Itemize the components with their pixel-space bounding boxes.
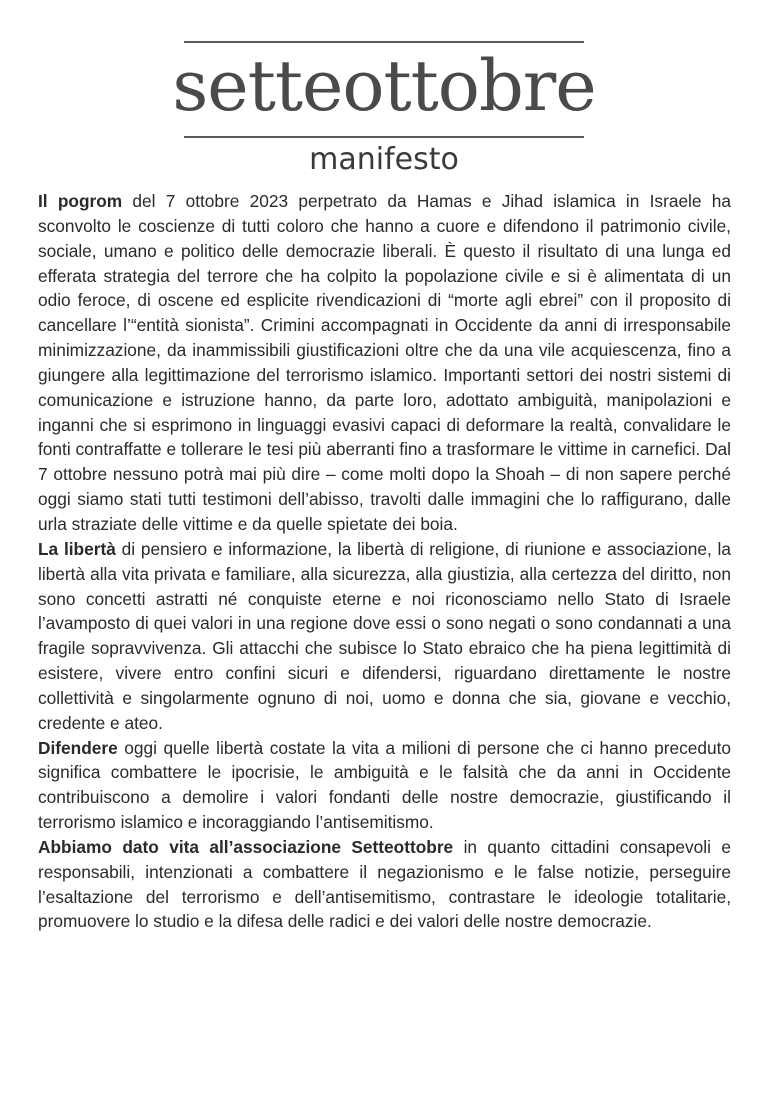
paragraph-text: di pensiero e informazione, la libertà di religione, di riunione e associazione, la libertà alla vita privata e familiare, alla sicurezza, alla giustizia, alla certezza del diritto, non sono concetti astratti né conquiste eterne e noi riconosciamo nello Stato di Israele l’avamposto di quei valori in una regione dove essi o sono negati o sono condannati a una fragile sopravvivenza. Gli attacchi che subisce lo Stato ebraico che ha piena legittimità di esistere, vivere entro confini sicuri e difendersi, riguardano direttamente le nostre collettività e singolarmente ognuno di noi, uomo e donna che sia, giovane e vecchio, credente e ateo. bbox=[38, 538, 731, 733]
masthead-subtitle: manifesto bbox=[309, 142, 459, 177]
header-bottom-rule bbox=[184, 136, 584, 138]
paragraph-text: del 7 ottobre 2023 perpetrato da Hamas e Jihad islamica in Israele ha sconvolto le coscienze di tutti coloro che hanno a cuore e difendono il patrimonio civile, sociale, umano e politico delle democrazie liberali. È questo il risultato di una lunga ed efferata strategia del terrore che ha colpito la popolazione civile e si è alimentata di un odio feroce, di oscene ed esplicite rivendicazioni di “morte agli ebrei” con il proposito di cancellare l’“entità sionista”. Crimini accompagnati in Occidente da anni di irresponsabile minimizzazione, da inammissibili giustificazioni oltre che da una vile acquiescenza, fino a giungere alla legittimazione del terrorismo islamico. Importanti settori dei nostri sistemi di comunicazione e istruzione hanno, da parte loro, adottato ambiguità, manipolazioni e inganni che si esprimono in linguaggi evasivi capaci di deformare la realtà, convalidare le fonti contraffatte e tollerare le tesi più aberranti fino a trasformare le vittime in carnefici. Dal 7 ottobre nessuno potrà mai più dire – come molti dopo la Shoah – di non sapere perché oggi siamo stati tutti testimoni dell’abisso, travolti dalle immagini che lo raffigurano, dalle urla straziate delle vittime e da quelle spietate dei boia. bbox=[38, 191, 731, 534]
paragraph-lead: Abbiamo dato vita all’associazione Setteottobre bbox=[38, 836, 454, 857]
paragraph-associazione bbox=[38, 835, 731, 934]
paragraph-difendere bbox=[38, 736, 731, 835]
paragraph-lead: Il pogrom bbox=[38, 191, 123, 211]
paragraph-lead: La libertà bbox=[38, 538, 116, 559]
paragraph-pogrom bbox=[38, 189, 731, 537]
paragraph-lead: Difendere bbox=[38, 737, 118, 758]
paragraph-text: in quanto cittadini consapevoli e responsabili, intenzionati a combattere il negazionismo e le false notizie, perseguire l’esaltazione del terrorismo e dell’antisemitismo, contrastare le ideologie totalitarie, promuovere lo studio e la difesa delle radici e dei valori delle nostre democrazie. bbox=[38, 836, 731, 932]
paragraph-text: oggi quelle libertà costate la vita a milioni di persone che ci hanno preceduto significa combattere le ipocrisie, le ambiguità e le falsità che da anni in Occidente contribuiscono a demolire i valori fondanti delle nostre democrazie, giustificando il terrorismo islamico e incoraggiando l’antisemitismo. bbox=[38, 737, 731, 833]
masthead-title: setteottobre bbox=[172, 45, 596, 127]
paragraph-liberta bbox=[38, 537, 731, 736]
manifesto-body bbox=[38, 189, 731, 934]
